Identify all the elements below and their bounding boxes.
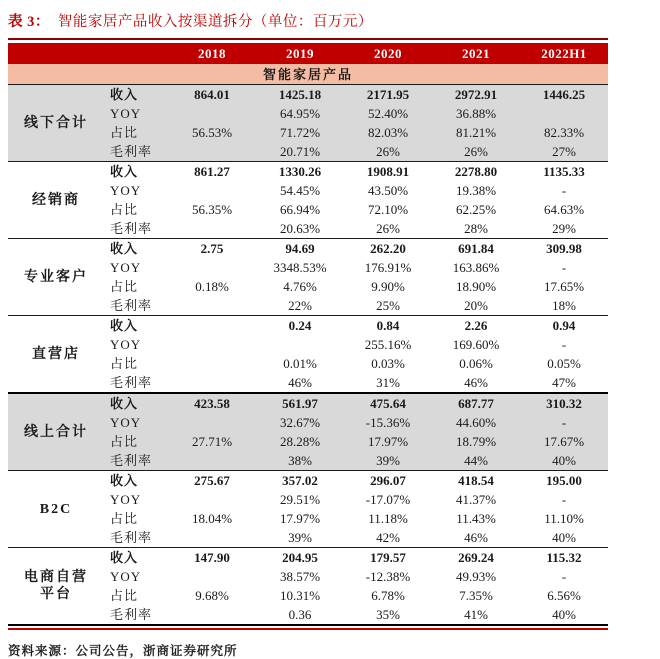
value-cell: 147.90 [194, 550, 230, 565]
bottom-red-rule [8, 628, 608, 630]
value-cell: -15.36% [344, 413, 432, 432]
value-cell: 10.31% [279, 588, 321, 603]
value-cell: 17.65% [543, 279, 585, 294]
value-cell: 26% [376, 221, 400, 236]
value-cell: 204.95 [282, 550, 318, 565]
metric-row [8, 239, 608, 259]
value-cell: 17.67% [520, 432, 608, 451]
value-cell: 72.10% [367, 202, 409, 217]
value-cell: 52.40% [344, 104, 432, 123]
value-cell: 71.72% [256, 123, 344, 142]
value-cell: 275.67 [194, 473, 230, 488]
year-header-cell: 2021 [432, 43, 520, 64]
value-cell: 46% [464, 530, 488, 545]
group-name-cell: 经销商 [32, 192, 80, 208]
value-cell: 82.33% [520, 123, 608, 142]
value-cell: - [561, 492, 567, 507]
value-cell: 40% [552, 607, 576, 622]
year-header-row [8, 43, 608, 64]
year-header-cell: 2018 [168, 43, 256, 64]
value-cell: 29.51% [279, 492, 321, 507]
value-cell: 26% [344, 142, 432, 162]
value-cell: 0.24 [288, 318, 312, 333]
value-cell: 2.26 [464, 318, 488, 333]
metric-label-cell: 毛利率 [110, 607, 153, 622]
value-cell [168, 567, 256, 586]
value-cell: 0.18% [195, 279, 229, 294]
channel-group [8, 393, 608, 471]
value-cell: 2.75 [200, 241, 224, 256]
value-cell: 18.79% [432, 432, 520, 451]
metric-label-cell: 占比 [110, 356, 139, 371]
value-cell: 169.60% [452, 337, 500, 352]
value-cell: 687.77 [432, 393, 520, 413]
value-cell: 163.86% [452, 260, 500, 275]
value-cell: 11.43% [456, 511, 496, 526]
group-name-cell: 电商自营平台 [24, 570, 88, 602]
value-cell: 7.35% [459, 588, 493, 603]
group-name-cell: 线上合计 [8, 393, 104, 471]
value-cell: 0.01% [283, 356, 317, 371]
value-cell: - [561, 337, 567, 352]
channel-group [8, 85, 608, 162]
value-cell: 39% [288, 530, 312, 545]
value-cell: 20% [464, 298, 488, 313]
metric-label-cell: 毛利率 [110, 530, 153, 545]
value-cell: 40% [552, 530, 576, 545]
value-cell: 56.35% [191, 202, 233, 217]
value-cell: 0.94 [552, 318, 576, 333]
value-cell: 691.84 [458, 241, 494, 256]
value-cell: 43.50% [367, 183, 409, 198]
value-cell: 0.03% [371, 356, 405, 371]
value-cell: 22% [288, 298, 312, 313]
channel-group [8, 162, 608, 239]
value-cell: 475.64 [344, 393, 432, 413]
value-cell: 179.57 [370, 550, 406, 565]
value-cell: 2171.95 [344, 85, 432, 105]
metric-label-cell: 收入 [104, 85, 168, 105]
value-cell: 47% [552, 375, 576, 390]
value-cell: 1330.26 [278, 164, 322, 179]
value-cell: 309.98 [546, 241, 582, 256]
metric-label-cell: YOY [110, 569, 142, 584]
value-cell: 66.94% [279, 202, 321, 217]
value-cell [520, 104, 608, 123]
value-cell: 18.90% [455, 279, 497, 294]
metric-row [8, 471, 608, 491]
metric-label-cell: 收入 [110, 473, 139, 488]
value-cell: 19.38% [455, 183, 497, 198]
value-cell: - [561, 183, 567, 198]
value-cell: 115.32 [546, 550, 582, 565]
value-cell: 94.69 [285, 241, 315, 256]
table-title [8, 10, 660, 31]
value-cell [256, 335, 344, 354]
value-cell: 17.97% [279, 511, 321, 526]
year-header-cell: 2020 [344, 43, 432, 64]
revenue-by-channel-table [8, 43, 608, 626]
value-cell: 418.54 [458, 473, 494, 488]
metric-label-cell: 占比 [104, 432, 168, 451]
table-number-label: 表 3： [8, 14, 50, 30]
metric-label-cell: YOY [110, 492, 142, 507]
value-cell: 31% [376, 375, 400, 390]
value-cell: 195.00 [546, 473, 582, 488]
metric-label-cell: 占比 [110, 202, 139, 217]
value-cell: 40% [520, 451, 608, 471]
year-header-cell: 2022H1 [520, 43, 608, 64]
value-cell: 46% [464, 375, 488, 390]
metric-label-cell: YOY [104, 104, 168, 123]
value-cell: 1425.18 [256, 85, 344, 105]
value-cell [168, 413, 256, 432]
metric-label-cell: 毛利率 [110, 221, 153, 236]
value-cell: 0.06% [459, 356, 493, 371]
value-cell: 32.67% [256, 413, 344, 432]
value-cell: - [561, 569, 567, 584]
metric-label-cell: 收入 [110, 318, 139, 333]
value-cell: 2972.91 [432, 85, 520, 105]
header-spacer-cell [8, 43, 168, 64]
group-name-cell: 直营店 [32, 346, 80, 362]
table-head [8, 43, 608, 85]
value-cell: 6.78% [371, 588, 405, 603]
value-cell: 28.28% [256, 432, 344, 451]
value-cell: 1446.25 [520, 85, 608, 105]
value-cell: 62.25% [455, 202, 497, 217]
value-cell: 81.21% [432, 123, 520, 142]
value-cell: 18% [552, 298, 576, 313]
metric-label-cell: YOY [104, 413, 168, 432]
value-cell: 28% [464, 221, 488, 236]
metric-row [8, 162, 608, 182]
section-header-cell: 智能家居产品 [8, 64, 608, 85]
value-cell [168, 528, 256, 548]
value-cell: 54.45% [279, 183, 321, 198]
value-cell [168, 335, 256, 354]
value-cell: 0.84 [376, 318, 400, 333]
value-cell: 11.10% [544, 511, 584, 526]
metric-label-cell: 毛利率 [104, 142, 168, 162]
value-cell: -17.07% [365, 492, 411, 507]
metric-row [8, 316, 608, 336]
value-cell: 38% [256, 451, 344, 471]
value-cell: 44% [432, 451, 520, 471]
metric-label-cell: 占比 [110, 588, 139, 603]
value-cell: 0.05% [547, 356, 581, 371]
value-cell: 46% [288, 375, 312, 390]
value-cell [168, 490, 256, 509]
value-cell: 42% [376, 530, 400, 545]
metric-label-cell: 占比 [110, 279, 139, 294]
value-cell: 9.68% [195, 588, 229, 603]
value-cell: 1908.91 [366, 164, 410, 179]
value-cell: 27.71% [168, 432, 256, 451]
value-cell [168, 605, 256, 625]
metric-label-cell: 毛利率 [110, 375, 153, 390]
channel-group [8, 316, 608, 394]
value-cell: -12.38% [365, 569, 411, 584]
metric-label-cell: 收入 [110, 241, 139, 256]
value-cell: 35% [376, 607, 400, 622]
value-cell: 56.53% [168, 123, 256, 142]
value-cell [168, 354, 256, 373]
value-cell [168, 296, 256, 316]
metric-row [8, 85, 608, 105]
metric-label-cell: YOY [110, 183, 142, 198]
value-cell [168, 258, 256, 277]
metric-label-cell: 占比 [104, 123, 168, 142]
top-rule [8, 38, 608, 40]
metric-label-cell: 占比 [110, 511, 139, 526]
metric-label-cell: YOY [110, 260, 142, 275]
value-cell: 38.57% [279, 569, 321, 584]
metric-row [8, 393, 608, 413]
value-cell: 17.97% [344, 432, 432, 451]
value-cell: 3348.53% [273, 260, 327, 275]
value-cell: 0.36 [288, 607, 312, 622]
group-name-cell: B2C [39, 501, 73, 517]
value-cell: 41.37% [455, 492, 497, 507]
group-name-cell: 线下合计 [8, 85, 104, 162]
value-cell: 4.76% [283, 279, 317, 294]
table-wrap [8, 38, 608, 630]
value-cell: 27% [520, 142, 608, 162]
year-header-cell: 2019 [256, 43, 344, 64]
value-cell: 25% [376, 298, 400, 313]
value-cell: 26% [432, 142, 520, 162]
value-cell: 20.63% [279, 221, 321, 236]
value-cell: 36.88% [432, 104, 520, 123]
metric-label-cell: 收入 [104, 393, 168, 413]
value-cell: 39% [344, 451, 432, 471]
value-cell: 44.60% [432, 413, 520, 432]
metric-label-cell: 收入 [110, 164, 139, 179]
value-cell: 41% [464, 607, 488, 622]
value-cell: 82.03% [344, 123, 432, 142]
value-cell: 310.32 [520, 393, 608, 413]
value-cell [168, 181, 256, 200]
metric-label-cell: 毛利率 [110, 298, 153, 313]
value-cell [168, 104, 256, 123]
value-cell: 255.16% [364, 337, 412, 352]
value-cell: 423.58 [168, 393, 256, 413]
value-cell: 18.04% [191, 511, 233, 526]
value-cell: - [561, 260, 567, 275]
value-cell: 2278.80 [454, 164, 498, 179]
source-note: 资料来源：公司公告，浙商证券研究所 [8, 644, 238, 658]
value-cell: 176.91% [364, 260, 412, 275]
value-cell: 561.97 [256, 393, 344, 413]
table-title-text: 智能家居产品收入按渠道拆分（单位：百万元） [57, 14, 373, 30]
channel-group [8, 239, 608, 316]
value-cell [168, 373, 256, 393]
metric-row [8, 548, 608, 568]
metric-label-cell: 毛利率 [104, 451, 168, 471]
value-cell: 864.01 [168, 85, 256, 105]
value-cell [168, 316, 256, 336]
value-cell: 357.02 [282, 473, 318, 488]
value-cell: 1135.33 [543, 164, 585, 179]
value-cell: 6.56% [547, 588, 581, 603]
value-cell: 20.71% [256, 142, 344, 162]
value-cell: 269.24 [458, 550, 494, 565]
value-cell: 49.93% [455, 569, 497, 584]
value-cell [168, 219, 256, 239]
channel-group [8, 471, 608, 548]
section-header-row [8, 64, 608, 85]
value-cell: 11.18% [368, 511, 408, 526]
value-cell [168, 451, 256, 471]
group-name-cell: 专业客户 [24, 269, 88, 285]
value-cell: - [520, 413, 608, 432]
metric-label-cell: 收入 [110, 550, 139, 565]
value-cell: 296.07 [370, 473, 406, 488]
value-cell: 861.27 [194, 164, 230, 179]
metric-label-cell: YOY [110, 337, 142, 352]
value-cell [168, 142, 256, 162]
value-cell: 64.63% [543, 202, 585, 217]
value-cell: 9.90% [371, 279, 405, 294]
value-cell: 262.20 [370, 241, 406, 256]
value-cell: 64.95% [256, 104, 344, 123]
value-cell: 29% [552, 221, 576, 236]
channel-group [8, 548, 608, 626]
